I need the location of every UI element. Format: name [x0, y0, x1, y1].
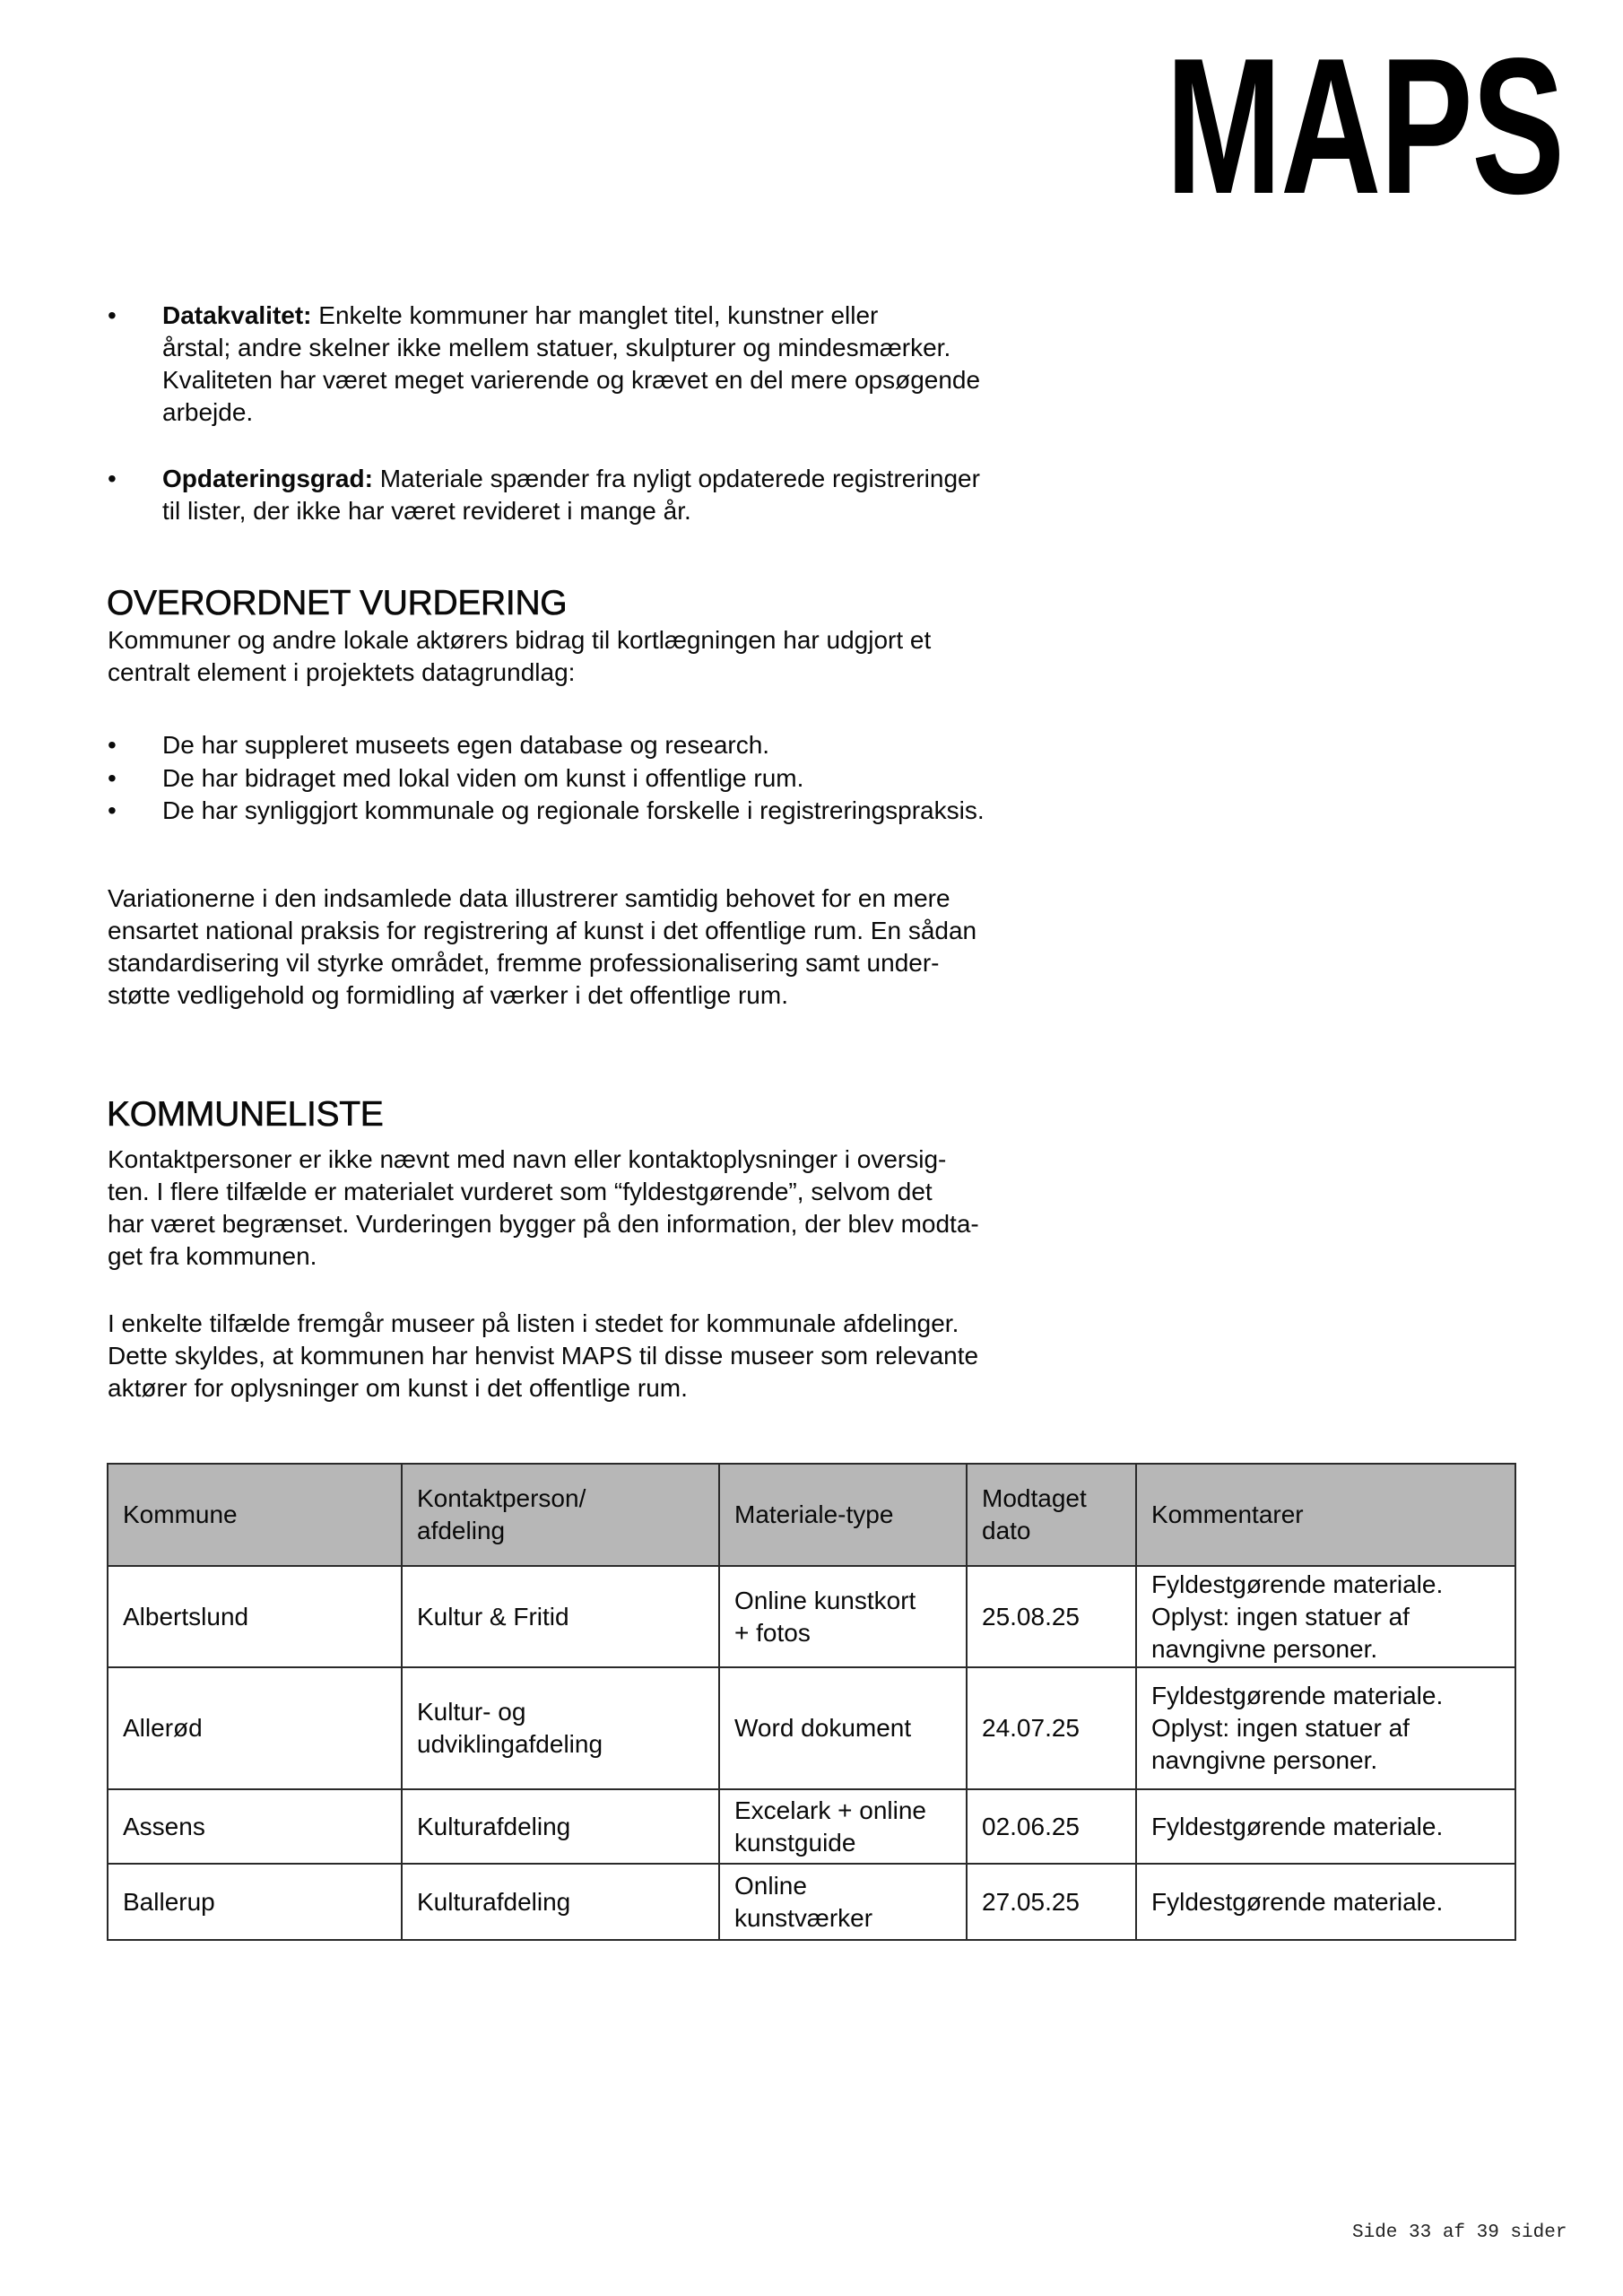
heading-overordnet-vurdering: OVERORDNET VURDERING: [107, 584, 568, 622]
bullet-text: [162, 300, 980, 429]
cell-kontakt: Kulturafdeling: [402, 1864, 719, 1940]
cell-materiale: Excelark + online kunstguide: [719, 1789, 967, 1864]
table-header-row: [108, 1464, 1515, 1566]
bullet-icon: •: [108, 796, 117, 824]
column-header-kommune: Kommune: [108, 1464, 402, 1566]
cell-kommune: Assens: [108, 1789, 402, 1864]
cell-kommune: Ballerup: [108, 1864, 402, 1940]
kommune-table: [107, 1463, 1516, 1941]
text-line: ensartet national praksis for registrering af kunst i det offentlige rum. En sådan: [108, 917, 977, 944]
table-row: [108, 1667, 1515, 1789]
kommuneliste-paragraph-1: [108, 1144, 979, 1273]
text-line: har været begrænset. Vurderingen bygger på den information, der blev modta-: [108, 1210, 979, 1238]
cell-kommentar: Fyldestgørende materiale. Oplyst: ingen statuer af navngivne personer.: [1136, 1667, 1515, 1789]
table-row: [108, 1789, 1515, 1864]
heading-kommuneliste: KOMMUNELISTE: [107, 1095, 384, 1134]
bullet-icon: •: [108, 731, 117, 759]
text-line: til lister, der ikke har været revideret i mange år.: [162, 497, 691, 525]
bullet-icon: •: [108, 465, 117, 492]
column-header-kontaktperson: Kontaktperson/ afdeling: [402, 1464, 719, 1566]
cell-dato: 02.06.25: [967, 1789, 1136, 1864]
text-line: årstal; andre skelner ikke mellem statuer, skulpturer og mindesmærker.: [162, 334, 951, 361]
text-line: Materiale spænder fra nyligt opdaterede registreringer: [372, 465, 980, 492]
cell-kommune: Allerød: [108, 1667, 402, 1789]
text-line: støtte vedligehold og formidling af værker i det offentlige rum.: [108, 981, 788, 1009]
column-header-kommentarer: Kommentarer: [1136, 1464, 1515, 1566]
text-line: Enkelte kommuner har manglet titel, kunstner eller: [311, 301, 879, 329]
list-item: De har suppleret museets egen database og research.: [162, 731, 770, 759]
text-line: Dette skyldes, at kommunen har henvist MAPS til disse museer som relevante: [108, 1342, 979, 1370]
cell-dato: 25.08.25: [967, 1566, 1136, 1667]
cell-kommentar: Fyldestgørende materiale.: [1136, 1789, 1515, 1864]
logo-text: MAPS: [1166, 17, 1564, 234]
column-header-materiale-type: Materiale-type: [719, 1464, 967, 1566]
bullet-icon: •: [108, 301, 117, 329]
text-line: Kontaktpersoner er ikke nævnt med navn eller kontaktoplysninger i oversig-: [108, 1145, 947, 1173]
cell-materiale: Online kunstkort + fotos: [719, 1566, 967, 1667]
text-line: Variationerne i den indsamlede data illustrerer samtidig behovet for en mere: [108, 884, 950, 912]
kommuneliste-paragraph-2: [108, 1308, 978, 1405]
table-row: [108, 1566, 1515, 1667]
text-line: get fra kommunen.: [108, 1242, 317, 1270]
list-item: De har synliggjort kommunale og regionale forskelle i registreringspraksis.: [162, 796, 985, 824]
column-header-modtaget-dato: Modtaget dato: [967, 1464, 1136, 1566]
cell-kommentar: Fyldestgørende materiale.: [1136, 1864, 1515, 1940]
text-line: ten. I flere tilfælde er materialet vurderet som “fyldestgørende”, selvom det: [108, 1178, 933, 1205]
maps-logo: [1166, 17, 1578, 234]
cell-dato: 27.05.25: [967, 1864, 1136, 1940]
cell-kontakt: Kultur- og udviklingafdeling: [402, 1667, 719, 1789]
cell-kommentar: Fyldestgørende materiale. Oplyst: ingen statuer af navngivne personer.: [1136, 1566, 1515, 1667]
cell-kommune: Albertslund: [108, 1566, 402, 1667]
table-row: [108, 1864, 1515, 1940]
cell-materiale: Word dokument: [719, 1667, 967, 1789]
text-line: Kommuner og andre lokale aktørers bidrag til kortlægningen har udgjort et: [108, 626, 932, 654]
list-item: De har bidraget med lokal viden om kunst i offentlige rum.: [162, 763, 804, 792]
cell-kontakt: Kultur & Fritid: [402, 1566, 719, 1667]
overall-intro-paragraph: [108, 624, 931, 689]
text-line: aktører for oplysninger om kunst i det offentlige rum.: [108, 1374, 688, 1402]
page-number: Side 33 af 39 sider: [1352, 2222, 1567, 2243]
bullet-text: [162, 463, 980, 527]
text-line: Kvaliteten har været meget varierende og krævet en del mere opsøgende: [162, 366, 981, 394]
cell-kontakt: Kulturafdeling: [402, 1789, 719, 1864]
bullet-icon: •: [108, 763, 117, 792]
text-line: arbejde.: [162, 398, 254, 426]
bullet-label: Datakvalitet:: [162, 301, 312, 329]
text-line: centralt element i projektets datagrundlag:: [108, 658, 576, 686]
cell-materiale: Online kunstværker: [719, 1864, 967, 1940]
overall-paragraph: [108, 883, 976, 1012]
text-line: standardisering vil styrke området, fremme professionalisering samt under-: [108, 949, 940, 977]
bullet-items: [162, 729, 985, 828]
text-line: I enkelte tilfælde fremgår museer på listen i stedet for kommunale afdelinger.: [108, 1309, 959, 1337]
bullet-label: Opdateringsgrad:: [162, 465, 373, 492]
cell-dato: 24.07.25: [967, 1667, 1136, 1789]
